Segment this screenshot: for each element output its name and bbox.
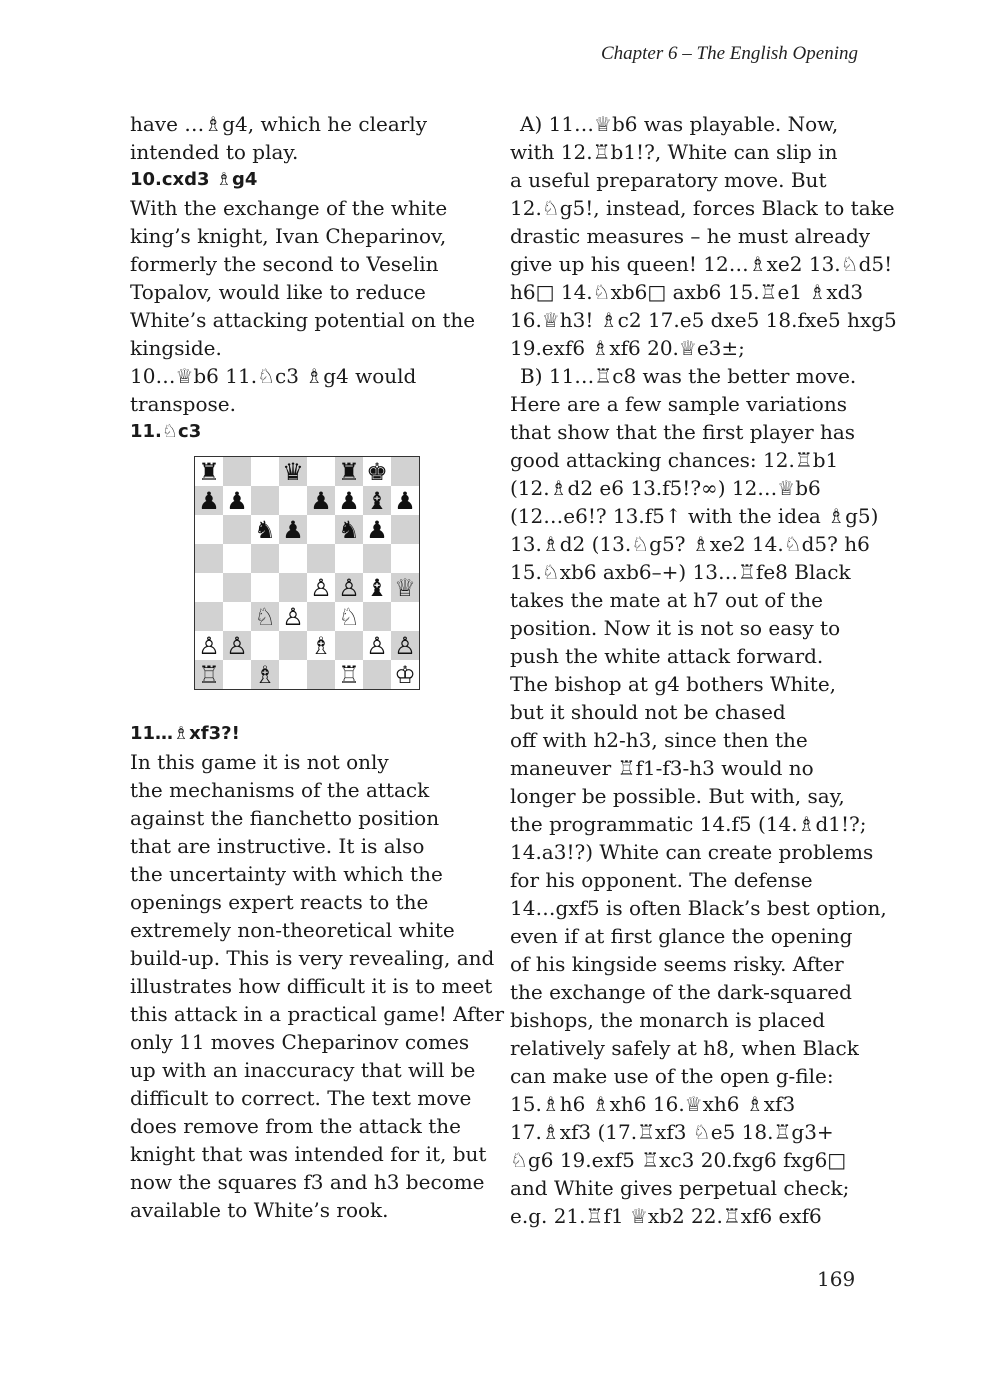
text-line: that are instructive. It is also [130,834,425,858]
left-text-before-board [130,110,490,446]
board-square: ♟ [223,486,251,515]
board-square: ♛ [279,457,307,486]
board-square [195,602,223,631]
text-line: position. Now it is not so easy to [510,616,841,640]
text-line: the exchange of the dark-squared [510,980,852,1004]
text-line: this attack in a practical game! After [130,1002,505,1026]
text-line: Topalov, would like to reduce [130,280,426,304]
board-square [391,544,419,573]
board-square [335,631,363,660]
text-line: available to White’s rook. [130,1198,389,1222]
text-line: (12…e6!? 13.f5↑ with the idea ♗g5) [510,504,879,528]
board-square: ♙ [223,631,251,660]
right-text [510,110,897,1230]
text-line: 15.♘xb6 axb6–+) 13…♖fe8 Black [510,560,851,584]
board-square [363,660,391,689]
board-square: ♘ [251,602,279,631]
text-line: transpose. [130,392,236,416]
text-line: against the fianchetto position [130,806,440,830]
board-square: ♙ [195,631,223,660]
move-heading: 11…♗xf3?! [130,723,240,744]
board-square: ♕ [391,573,419,602]
board-square: ♗ [251,660,279,689]
board-square: ♟ [279,515,307,544]
text-line: of his kingside seems risky. After [510,952,844,976]
board-square: ♚ [363,457,391,486]
text-line: for his opponent. The defense [510,868,813,892]
board-square: ♘ [335,602,363,631]
text-line: a useful preparatory move. But [510,168,827,192]
right-column [510,110,897,1230]
running-head: Chapter 6 – The English Opening [600,43,858,64]
text-line: kingside. [130,336,222,360]
text-line: only 11 moves Cheparinov comes [130,1030,470,1054]
text-line: push the white attack forward. [510,644,824,668]
text-line: takes the mate at h7 out of the [510,588,823,612]
chess-diagram [194,456,418,690]
text-line: build-up. This is very revealing, and [130,946,495,970]
board-square [307,457,335,486]
text-line: good attacking chances: 12.♖b1 [510,448,839,472]
board-square: ♖ [195,660,223,689]
text-line: B) 11…♖c8 was the better move. [520,364,857,388]
board-square [223,602,251,631]
chess-board [194,456,420,690]
text-line: 12.♘g5!, instead, forces Black to take [510,196,895,220]
text-line: 17.♗xf3 (17.♖xf3 ♘e5 18.♖g3+ [510,1120,834,1144]
text-line: with 12.♖b1!?, White can slip in [510,140,838,164]
board-square [307,660,335,689]
board-square: ♞ [251,515,279,544]
text-line: 19.exf6 ♗xf6 20.♕e3±; [510,336,745,360]
text-line: 14…gxf5 is often Black’s best option, [510,896,887,920]
text-line: the uncertainty with which the [130,862,443,886]
text-line: 16.♕h3! ♗c2 17.e5 dxe5 18.fxe5 hxg5 [510,308,897,332]
text-line: the mechanisms of the attack [130,778,430,802]
board-square: ♝ [363,486,391,515]
board-square [223,515,251,544]
board-square: ♟ [307,486,335,515]
text-line: give up his queen! 12…♗xe2 13.♘d5! [510,252,893,276]
left-column [130,110,505,1224]
board-square [279,631,307,660]
board-square [335,544,363,573]
board-square [251,457,279,486]
board-square: ♙ [307,573,335,602]
text-line: relatively safely at h8, when Black [510,1036,859,1060]
board-square: ♝ [363,573,391,602]
board-square [223,573,251,602]
text-line: Here are a few sample variations [510,392,847,416]
text-line: illustrates how difficult it is to meet [130,974,493,998]
text-line: now the squares f3 and h3 become [130,1170,485,1194]
board-square: ♔ [391,660,419,689]
text-line: and White gives perpetual check; [510,1176,850,1200]
text-line: king’s knight, Ivan Cheparinov, [130,224,447,248]
text-line: drastic measures – he must already [510,224,871,248]
text-line: knight that was intended for it, but [130,1142,487,1166]
move-heading: 11.♘c3 [130,421,202,442]
text-line: intended to play. [130,140,299,164]
text-line: 13.♗d2 (13.♘g5? ♗xe2 14.♘d5? h6 [510,532,870,556]
text-line: up with an inaccuracy that will be [130,1058,476,1082]
text-line: have …♗g4, which he clearly [130,112,427,136]
board-square [279,573,307,602]
board-square: ♙ [391,631,419,660]
text-line: does remove from the attack the [130,1114,461,1138]
text-line: but it should not be chased [510,700,786,724]
board-square [223,544,251,573]
text-line: openings expert reacts to the [130,890,429,914]
board-square [251,573,279,602]
board-square: ♞ [335,515,363,544]
board-square [363,544,391,573]
text-line: In this game it is not only [130,750,389,774]
board-square: ♙ [335,573,363,602]
board-square [391,515,419,544]
text-line: extremely non-theoretical white [130,918,455,942]
text-line: formerly the second to Veselin [130,252,439,276]
text-line: off with h2-h3, since then the [510,728,808,752]
board-square [279,544,307,573]
board-square [363,602,391,631]
text-line: 14.a3!?) White can create problems [510,840,874,864]
board-square: ♖ [335,660,363,689]
text-line: e.g. 21.♖f1 ♕xb2 22.♖xf6 exf6 [510,1204,822,1228]
board-square: ♙ [363,631,391,660]
text-line: can make use of the open g-file: [510,1064,834,1088]
text-line: the programmatic 14.f5 (14.♗d1!?; [510,812,867,836]
text-line: bishops, the monarch is placed [510,1008,826,1032]
left-text-after-board [130,720,505,1224]
board-square [251,544,279,573]
board-square: ♟ [335,486,363,515]
board-square: ♗ [307,631,335,660]
board-square [195,573,223,602]
text-line: 10…♕b6 11.♘c3 ♗g4 would [130,364,417,388]
text-line: With the exchange of the white [130,196,448,220]
board-square: ♙ [279,602,307,631]
board-square: ♟ [391,486,419,515]
board-square [307,544,335,573]
text-line: even if at first glance the opening [510,924,853,948]
board-square [195,515,223,544]
text-line: maneuver ♖f1-f3-h3 would no [510,756,814,780]
board-square [391,457,419,486]
page-number: 169 [817,1267,856,1291]
board-square [279,486,307,515]
move-heading: 10.cxd3 ♗g4 [130,169,258,190]
board-square: ♜ [195,457,223,486]
board-square [223,660,251,689]
board-square: ♟ [363,515,391,544]
text-line: (12.♗d2 e6 13.f5!?∞) 12…♕b6 [510,476,821,500]
text-line: White’s attacking potential on the [130,308,476,332]
text-line: h6□ 14.♘xb6□ axb6 15.♖e1 ♗xd3 [510,280,864,304]
board-square [223,457,251,486]
board-square [307,515,335,544]
text-line: A) 11…♕b6 was playable. Now, [520,112,839,136]
board-square [251,486,279,515]
board-square [251,631,279,660]
board-square: ♜ [335,457,363,486]
text-line: 15.♗h6 ♗xh6 16.♕xh6 ♗xf3 [510,1092,796,1116]
text-line: The bishop at g4 bothers White, [510,672,837,696]
board-square [307,602,335,631]
board-square [195,544,223,573]
text-line: ♘g6 19.exf5 ♖xc3 20.fxg6 fxg6□ [510,1148,847,1172]
text-line: that show that the first player has [510,420,856,444]
board-square [279,660,307,689]
text-line: longer be possible. But with, say, [510,784,845,808]
board-square [391,602,419,631]
text-line: difficult to correct. The text move [130,1086,472,1110]
board-square: ♟ [195,486,223,515]
